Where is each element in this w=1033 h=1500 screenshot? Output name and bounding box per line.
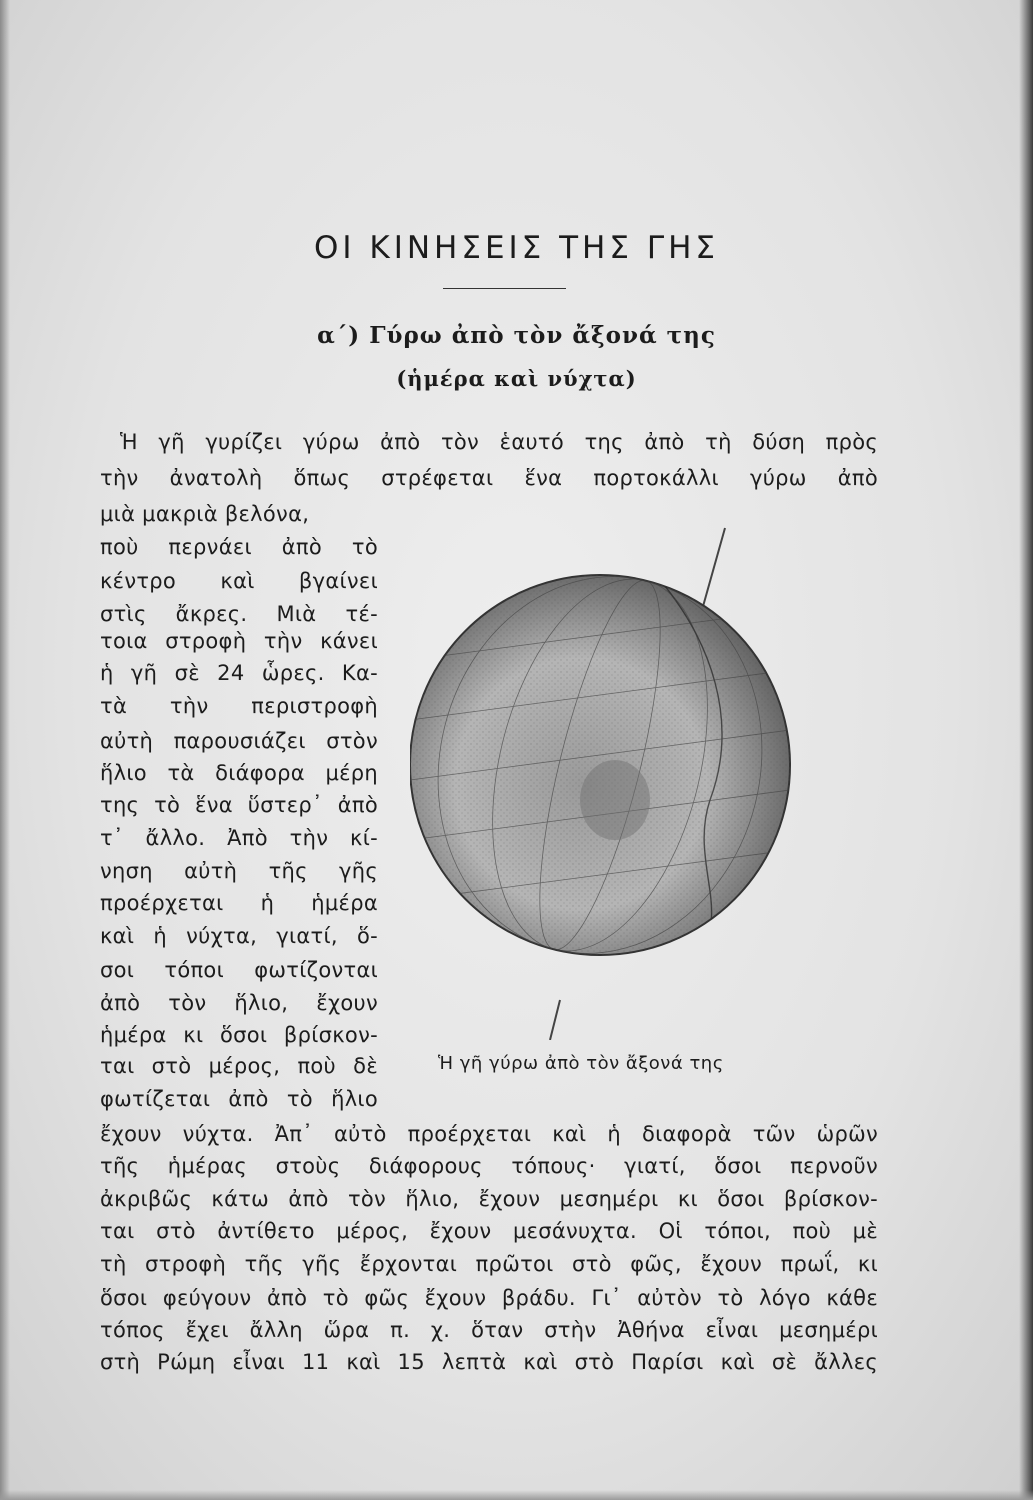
title-divider (443, 288, 566, 289)
page-edge-shadow-left (0, 0, 10, 1500)
text-line: φωτίζεται ἀπὸ τὸ ἥλιο (100, 1087, 378, 1111)
text-line: τ᾽ ἄλλο. Ἀπὸ τὴν κί- (100, 826, 378, 850)
text-line: ἥλιο τὰ διάφορα μέρη (100, 761, 378, 785)
chapter-title: ΟΙ ΚΙΝΗΣΕΙΣ ΤΗΣ ΓΗΣ (314, 230, 719, 266)
text-line: τοια στροφὴ τὴν κάνει (100, 629, 378, 653)
axis-top (702, 528, 725, 610)
text-line: ἡ γῆ σὲ 24 ὧρες. Κα- (100, 661, 378, 685)
text-line: σοι τόποι φωτίζονται (100, 958, 378, 982)
section-heading: α΄) Γύρω ἀπὸ τὸν ἄξονά της (317, 322, 716, 349)
text-line: ἔχουν νύχτα. Ἀπ᾽ αὐτὸ προέρχεται καὶ ἡ διαφορὰ τῶν ὡρῶν (100, 1122, 878, 1146)
text-line: ἀπὸ τὸν ἥλιο, ἔχουν (100, 991, 378, 1015)
figure-caption: Ἡ γῆ γύρω ἀπὸ τὸν ἄξονά της (438, 1053, 724, 1074)
text-line: της τὸ ἕνα ὕστερ᾽ ἀπὸ (100, 793, 378, 817)
text-line: ἡμέρα κι ὅσοι βρίσκον- (100, 1023, 378, 1047)
text-line: προέρχεται ἡ ἡμέρα (100, 891, 378, 915)
section-subheading: (ἡμέρα καὶ νύχτα) (396, 366, 637, 391)
globe-icon (410, 520, 800, 1040)
text-line: ποὺ περνάει ἀπὸ τὸ (100, 535, 378, 559)
text-line: στὴ Ρώμη εἶναι 11 καὶ 15 λεπτὰ καὶ στὸ Παρίσι καὶ σὲ ἄλλες (100, 1350, 878, 1374)
text-line: τῆς ἡμέρας στοὺς διάφορους τόπους· γιατί, ὅσοι περνοῦν (100, 1154, 878, 1178)
text-line: Ἡ γῆ γυρίζει γύρω ἀπὸ τὸν ἑαυτό της ἀπὸ τὴ δύση πρὸς (120, 430, 878, 454)
text-line: τὴ στροφὴ τῆς γῆς ἔρχονται πρῶτοι στὸ φῶς, ἔχουν πρωΐ, κι (100, 1252, 878, 1276)
page-edge-shadow-right (1019, 0, 1033, 1500)
globe-figure (410, 520, 800, 1040)
text-line: νηση αὐτὴ τῆς γῆς (100, 859, 378, 883)
text-line: ἀκριβῶς κάτω ἀπὸ τὸν ἥλιο, ἔχουν μεσημέρι κι ὅσοι βρίσκον- (100, 1187, 878, 1211)
text-line: αὐτὴ παρουσιάζει στὸν (100, 729, 378, 753)
text-line: ται στὸ ἀντίθετο μέρος, ἔχουν μεσάνυχτα. Οἱ τόποι, ποὺ μὲ (100, 1219, 878, 1243)
axis-bottom (550, 1000, 560, 1040)
text-line: κέντρο καὶ βγαίνει (100, 569, 378, 593)
text-line: μιὰ μακριὰ βελόνα, (100, 502, 310, 526)
page-edge-shadow-bottom (0, 1490, 1033, 1500)
globe-shadow-spot (580, 760, 650, 840)
text-line: καὶ ἡ νύχτα, γιατί, ὅ- (100, 924, 378, 948)
text-line: τὴν ἀνατολὴ ὅπως στρέφεται ἕνα πορτοκάλλι γύρω ἀπὸ (100, 466, 878, 490)
text-line: ται στὸ μέρος, ποὺ δὲ (100, 1054, 378, 1078)
text-line: τόπος ἔχει ἄλλη ὥρα π. χ. ὅταν στὴν Ἀθήνα εἶναι μεσημέρι (100, 1318, 878, 1342)
text-line: τὰ τὴν περιστροφὴ (100, 694, 378, 718)
text-line: ὅσοι φεύγουν ἀπὸ τὸ φῶς ἔχουν βράδυ. Γι᾽ αὐτὸν τὸ λόγο κάθε (100, 1286, 878, 1310)
text-line: στὶς ἄκρες. Μιὰ τέ- (100, 602, 378, 626)
